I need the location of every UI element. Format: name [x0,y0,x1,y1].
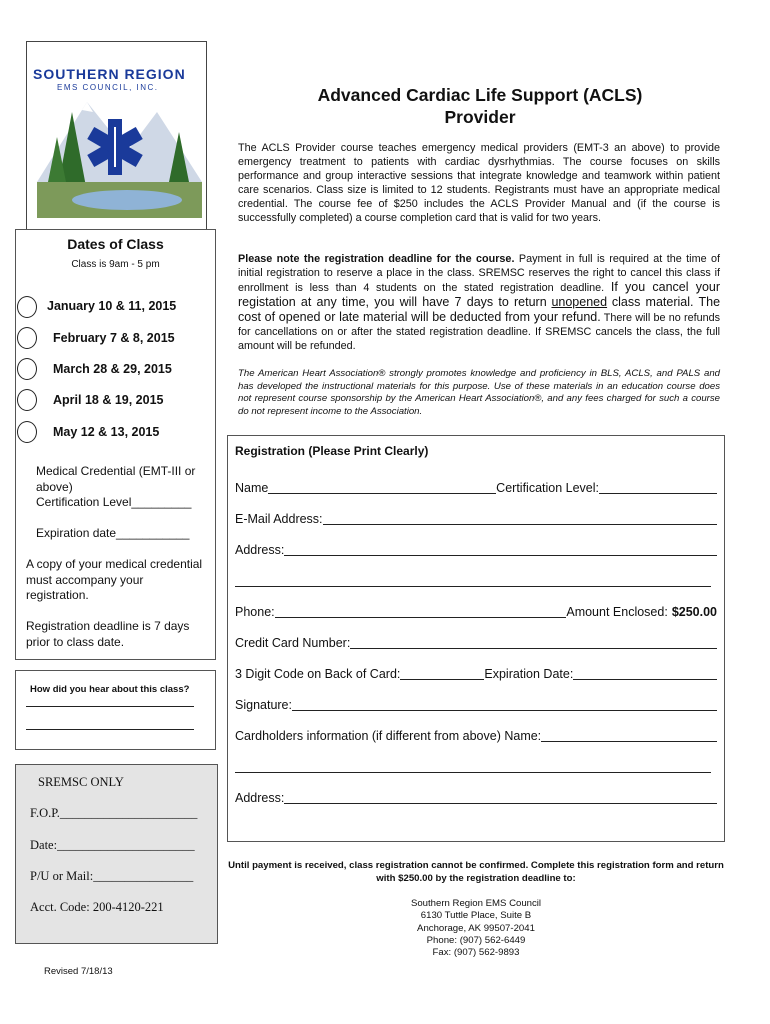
expiration-field[interactable]: Expiration date___________ [36,526,190,540]
date-label-2: February 7 & 8, 2015 [53,331,175,345]
deadline-note: Registration deadline is 7 days prior to class date. [26,619,190,649]
how-heard-line-1[interactable] [26,706,194,707]
date-checkbox-2[interactable] [17,327,37,349]
address-input[interactable] [284,543,717,556]
how-heard-question: How did you hear about this class? [30,684,190,695]
name-input[interactable] [268,481,496,494]
date-label-5: May 12 & 13, 2015 [53,425,160,439]
payment-note: Until payment is received, class registration cannot be confirmed. Complete this registration form and return with $250.00 by the registration deadline to: [228,860,724,884]
card-code-row [235,667,717,681]
cardholder-address-row [235,791,717,805]
card-code-input[interactable] [400,667,484,680]
cardholder-input[interactable] [541,729,717,742]
signature-input[interactable] [292,698,717,711]
name-row [235,481,717,495]
amount-value: $250.00 [671,605,717,619]
email-label: E-Mail Address: [235,512,323,526]
date-checkbox-1[interactable] [17,296,37,318]
signature-row [235,698,717,712]
date-label-1: January 10 & 11, 2015 [47,299,177,313]
revised-date: Revised 7/18/13 [44,966,113,977]
city-address: Anchorage, AK 99507-2041 [417,922,535,934]
office-use-box [15,764,218,944]
email-input[interactable] [323,512,717,525]
address-line-2[interactable] [235,586,711,587]
cert-level-field[interactable]: Certification Level_________ [36,495,192,509]
intro-paragraph: The ACLS Provider course teaches emergency medical providers (EMT-3 an above) to provide emergency treatment to patients with cardiac dysrhythmias. The course focuses on skills performance and group interactive sessions that integrate knowledge and teamwork within patient care scenarios. Class size is limited to 12 students. Registrants must have an appropriate medical credential. The course fee of $250 includes the ACLS Provider Manual and (if the course is successfully completed) a course completion card that is valid for two years. [238,142,720,224]
email-row [235,512,717,526]
amount-label: Amount Enclosed: [566,605,668,619]
registration-heading: Registration (Please Print Clearly) [235,444,429,458]
signature-label: Signature: [235,698,292,712]
address-row [235,543,717,557]
exp-date-label: Expiration Date: [484,667,574,681]
logo-box [26,41,207,230]
fop-field[interactable]: F.O.P.______________________ [30,806,198,820]
dates-title: Dates of Class [67,236,164,252]
deadline-paragraph: Please note the registration deadline for the course. Payment in full is required at the time of initial registration to reserve a place in the class. SREMSC reserves the right to cancel this class if enrollment is less than 4 students on the stated registration deadline. If you cancel your registation at any time, you will have 7 days to return unopened class material. The cost of opened or late material will be deducted from your refund. There will be no refunds for cancellations on or after the stated registration deadline. If SREMSC cancels the class, the full amount will be refunded. [238,253,721,352]
org-name: Southern Region EMS Council [410,898,542,909]
name-label: Name [235,481,269,495]
pu-mail-field[interactable]: P/U or Mail:________________ [30,869,194,883]
how-heard-box [15,670,216,750]
date-label-3: March 28 & 29, 2015 [53,362,172,376]
phone-input[interactable] [275,605,567,618]
cardholder-address-input[interactable] [284,791,717,804]
card-code-label: 3 Digit Code on Back of Card: [235,667,401,681]
aha-disclaimer: The American Heart Association® strongly promotes knowledge and proficiency in BLS, ACLS, and PALS and has developed the instructional materials for this purpose. Use of these materials in an education course does not represent course sponsorship by the American Heart Association®, and any fees charged for such a course do not represent income to the Association. [238,368,720,417]
exp-date-input[interactable] [573,667,717,680]
credential-label: Medical Credential (EMT-III or above) [36,464,196,494]
card-number-input[interactable] [350,636,717,649]
acct-code: Acct. Code: 200-4120-221 [30,900,164,914]
office-date-field[interactable]: Date:______________________ [30,838,195,852]
fax-number: Fax: (907) 562-9893 [432,947,520,959]
card-number-row [235,636,717,650]
card-number-label: Credit Card Number: [235,636,351,650]
mailing-address [228,898,724,959]
lake-shape [72,190,182,210]
cardholder-line-2[interactable] [235,772,711,773]
page-title: Advanced Cardiac Life Support (ACLS) Provider [317,85,643,127]
phone-label: Phone: [235,605,275,619]
cardholder-address-label: Address: [235,791,285,805]
date-checkbox-5[interactable] [17,421,37,443]
street-address: 6130 Tuttle Place, Suite B [420,910,532,922]
reg-cert-level-input[interactable] [599,481,717,494]
reg-cert-level-label: Certification Level: [496,481,599,495]
phone-number: Phone: (907) 562-6449 [426,934,526,946]
office-title: SREMSC ONLY [38,775,124,789]
copy-note: A copy of your medical credential must accompany your registration. [26,557,203,602]
date-label-4: April 18 & 19, 2015 [53,393,164,407]
cardholder-row [235,729,717,743]
phone-row [235,605,717,619]
how-heard-line-2[interactable] [26,729,194,730]
date-checkbox-4[interactable] [17,389,37,411]
logo-name: SOUTHERN REGION [33,66,186,82]
dates-subtitle: Class is 9am - 5 pm [71,259,160,270]
date-checkbox-3[interactable] [17,358,37,380]
address-label: Address: [235,543,285,557]
logo-subtitle: EMS COUNCIL, INC. [57,83,159,92]
cardholder-label: Cardholders information (if different from above) Name: [235,729,542,743]
